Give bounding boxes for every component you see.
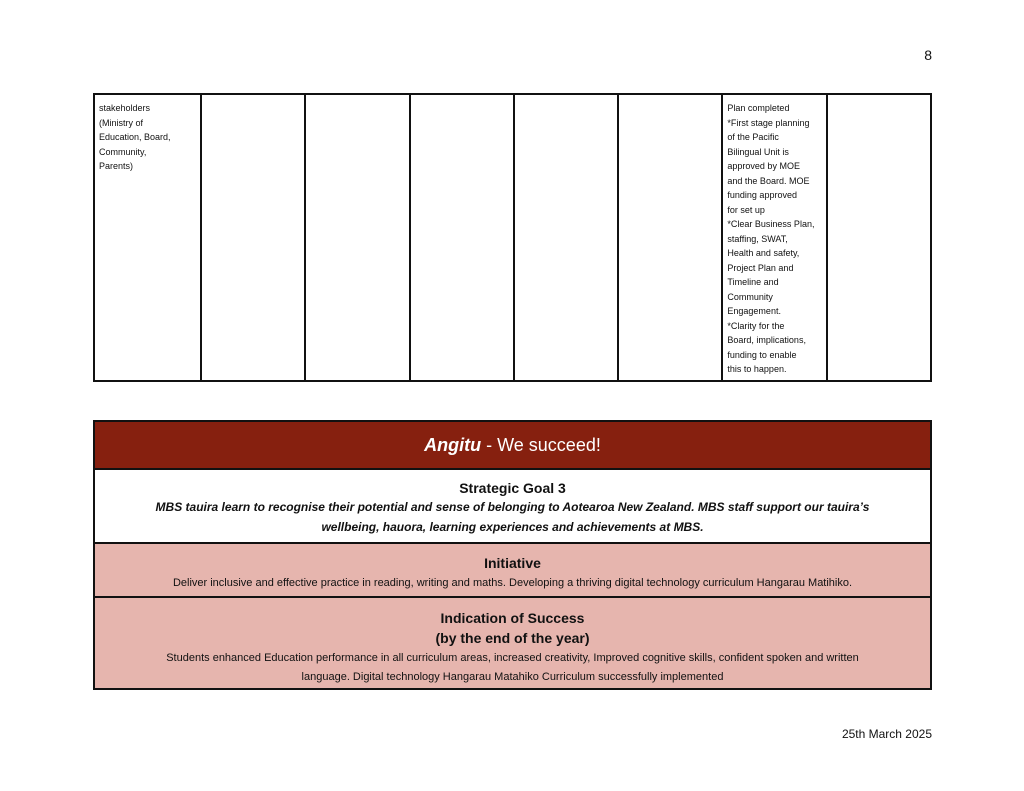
outcome-cell [722,94,826,381]
cell-line: Bilingual Unit is [727,146,789,157]
page-number: 8 [924,47,932,63]
cell-line: Board, implications, [727,335,806,345]
title-emphasis: Angitu [424,435,482,455]
empty-cell [410,94,514,381]
cell-line: funding approved [727,190,797,200]
success-section [95,596,930,688]
cell-line: Project Plan and [727,262,794,273]
title-rest: - We succeed! [481,435,601,455]
goal-heading: Strategic Goal 3 [459,480,566,496]
cell-line: of the Pacific [727,132,779,142]
success-heading: Indication of Success [440,610,585,626]
cell-line: Plan completed [727,103,790,113]
empty-cell [305,94,409,381]
cell-line: (Ministry of [99,117,144,128]
success-text-line: Students enhanced Education performance in all curriculum areas, increased creativity, Improved cognitive skills, confident spoken and written [166,652,859,664]
cell-line: this to happen. [727,364,787,374]
cell-line: stakeholders [99,103,151,113]
cell-line: staffing, SWAT, [727,233,788,244]
empty-cell [514,94,618,381]
cell-line: Education, Board, [99,132,171,142]
goal-text-line: MBS tauira learn to recognise their potential and sense of belonging to Aotearoa New Zealand. MBS staff support our tauira’s [155,500,870,514]
cell-line: Parents) [99,161,134,171]
cell-line: *First stage planning [727,117,810,128]
cell-line: Community [727,291,773,302]
footer-date: 25th March 2025 [841,727,932,741]
cell-line: Engagement. [727,306,781,316]
cell-line: for set up [727,204,765,215]
strategic-goal-section [95,468,930,542]
continued-plan-table [93,93,932,382]
cell-line: approved by MOE [727,161,800,171]
cell-line: *Clarity for the [727,320,785,331]
success-subheading: (by the end of the year) [435,630,590,646]
goal-title-bar [95,422,930,468]
cell-line: funding to enable [727,349,797,360]
stakeholders-cell [94,94,201,381]
success-text-line: language. Digital technology Hangarau Matahiko Curriculum successfully implemented [301,671,724,683]
empty-cell [827,94,931,381]
initiative-section [95,542,930,596]
cell-line: Health and safety, [727,248,800,258]
empty-cell [618,94,722,381]
empty-cell [201,94,305,381]
goal-text-line: wellbeing, hauora, learning experiences and achievements at MBS. [321,520,704,534]
initiative-text: Deliver inclusive and effective practice in reading, writing and maths. Developing a thriving digital technology curriculum Hangarau Matihiko. [172,577,853,589]
cell-line: and the Board. MOE [727,175,810,186]
strategic-goal-box [93,420,932,690]
cell-line: Timeline and [727,277,779,287]
table-row [94,94,931,381]
initiative-heading: Initiative [484,555,541,571]
cell-line: *Clear Business Plan, [727,219,815,229]
cell-line: Community, [99,146,147,157]
